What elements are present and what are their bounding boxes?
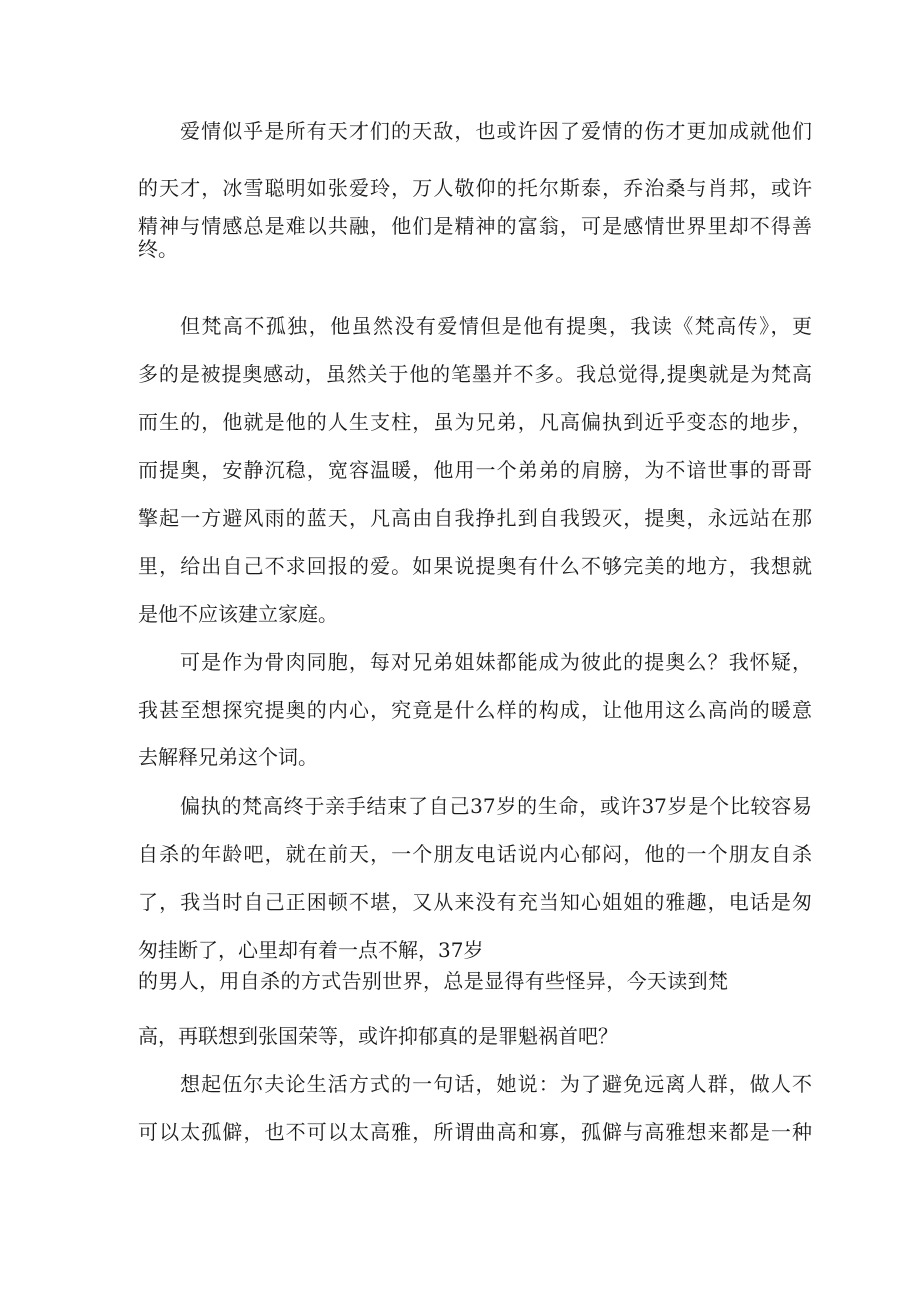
text-line: 精神与情感总是难以共融，他们是精神的富翁，可是感情世界里却不得善 <box>138 214 812 238</box>
text-line: 高，再联想到张国荣等，或许抑郁真的是罪魁祸首吧？ <box>138 1024 618 1048</box>
text-line: 的天才，冰雪聪明如张爱玲，万人敬仰的托尔斯泰，乔治桑与肖邦，或许 <box>138 176 812 200</box>
text-line: 自杀的年龄吧，就在前天，一个朋友电话说内心郁闷，他的一个朋友自杀 <box>138 842 812 866</box>
text-line: 可是作为骨肉同胞，每对兄弟姐妹都能成为彼此的提奥么？我怀疑， <box>180 650 812 674</box>
text-line: 想起伍尔夫论生活方式的一句话，她说：为了避免远离人群，做人不 <box>180 1072 812 1096</box>
text-line: 的男人，用自杀的方式告别世界，总是显得有些怪异，今天读到梵 <box>138 969 728 993</box>
text-line: 但梵高不孤独，他虽然没有爱情但是他有提奥，我读《梵高传》，更 <box>180 314 812 338</box>
text-line: 偏执的梵高终于亲手结束了自己37岁的生命，或许37岁是个比较容易 <box>180 794 812 818</box>
text-line: 而提奥，安静沉稳，宽容温暖，他用一个弟弟的肩膀，为不谙世事的哥哥 <box>138 458 812 482</box>
text-line: 多的是被提奥感动，虽然关于他的笔墨并不多。我总觉得,提奥就是为梵高 <box>138 362 812 386</box>
text-line: 匆挂断了，心里却有着一点不解，37岁 <box>138 938 484 962</box>
text-line: 去解释兄弟这个词。 <box>138 745 318 769</box>
text-line: 里，给出自己不求回报的爱。如果说提奥有什么不够完美的地方，我想就 <box>138 554 812 578</box>
text-line: 终。 <box>138 237 178 261</box>
text-line: 了，我当时自己正困顿不堪，又从来没有充当知心姐姐的雅趣，电话是匆 <box>138 890 812 914</box>
text-line: 可以太孤僻，也不可以太高雅，所谓曲高和寡，孤僻与高雅想来都是一种 <box>138 1120 812 1144</box>
text-line: 我甚至想探究提奥的内心，究竟是什么样的构成，让他用这么高尚的暖意 <box>138 698 812 722</box>
text-line: 擎起一方避风雨的蓝天，凡高由自我挣扎到自我毁灭，提奥，永远站在那 <box>138 506 812 530</box>
text-line: 而生的，他就是他的人生支柱，虽为兄弟，凡高偏执到近乎变态的地步， <box>138 410 812 434</box>
text-line: 爱情似乎是所有天才们的天敌，也或许因了爱情的伤才更加成就他们 <box>180 119 812 143</box>
text-line: 是他不应该建立家庭。 <box>138 602 338 626</box>
